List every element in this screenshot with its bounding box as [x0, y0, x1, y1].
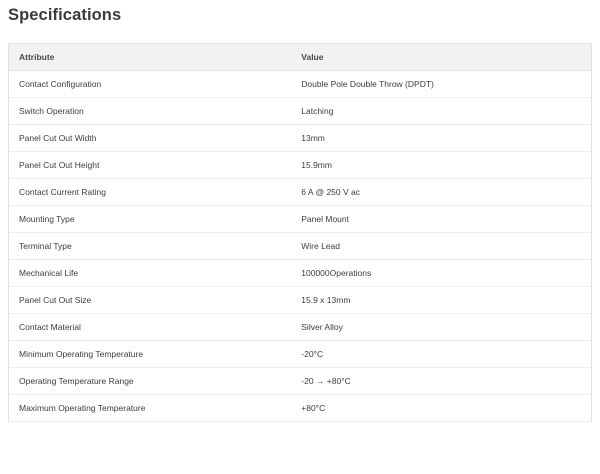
table-header-row	[9, 44, 591, 71]
attribute-cell: Panel Cut Out Size	[9, 287, 291, 314]
value-cell: Panel Mount	[291, 206, 591, 233]
attribute-cell: Panel Cut Out Height	[9, 152, 291, 179]
specifications-table	[9, 44, 591, 422]
table-row	[9, 152, 591, 179]
specifications-table-container	[8, 43, 592, 422]
table-row	[9, 98, 591, 125]
attribute-cell: Mounting Type	[9, 206, 291, 233]
table-body	[9, 71, 591, 422]
value-cell: Double Pole Double Throw (DPDT)	[291, 71, 591, 98]
attribute-cell: Terminal Type	[9, 233, 291, 260]
table-header	[9, 44, 591, 71]
specifications-page	[0, 6, 600, 474]
value-cell: 6 A @ 250 V ac	[291, 179, 591, 206]
table-row	[9, 287, 591, 314]
attribute-cell: Operating Temperature Range	[9, 368, 291, 395]
value-cell: Wire Lead	[291, 233, 591, 260]
attribute-cell: Contact Configuration	[9, 71, 291, 98]
table-row	[9, 206, 591, 233]
table-row	[9, 368, 591, 395]
table-row	[9, 71, 591, 98]
table-row	[9, 260, 591, 287]
table-row	[9, 395, 591, 422]
page-title: Specifications	[8, 6, 122, 24]
attribute-cell: Mechanical Life	[9, 260, 291, 287]
attribute-cell: Switch Operation	[9, 98, 291, 125]
column-header-attribute: Attribute	[9, 44, 291, 71]
value-cell: -20 → +80°C	[291, 368, 591, 395]
value-cell: Latching	[291, 98, 591, 125]
table-row	[9, 179, 591, 206]
value-cell: -20°C	[291, 341, 591, 368]
table-row	[9, 125, 591, 152]
attribute-cell: Maximum Operating Temperature	[9, 395, 291, 422]
table-row	[9, 233, 591, 260]
value-cell: +80°C	[291, 395, 591, 422]
value-cell: 13mm	[291, 125, 591, 152]
attribute-cell: Contact Current Rating	[9, 179, 291, 206]
attribute-cell: Panel Cut Out Width	[9, 125, 291, 152]
value-cell: 15.9 x 13mm	[291, 287, 591, 314]
attribute-cell: Minimum Operating Temperature	[9, 341, 291, 368]
table-row	[9, 314, 591, 341]
column-header-value: Value	[291, 44, 591, 71]
value-cell: 15.9mm	[291, 152, 591, 179]
value-cell: Silver Alloy	[291, 314, 591, 341]
attribute-cell: Contact Material	[9, 314, 291, 341]
table-row	[9, 341, 591, 368]
value-cell: 100000Operations	[291, 260, 591, 287]
